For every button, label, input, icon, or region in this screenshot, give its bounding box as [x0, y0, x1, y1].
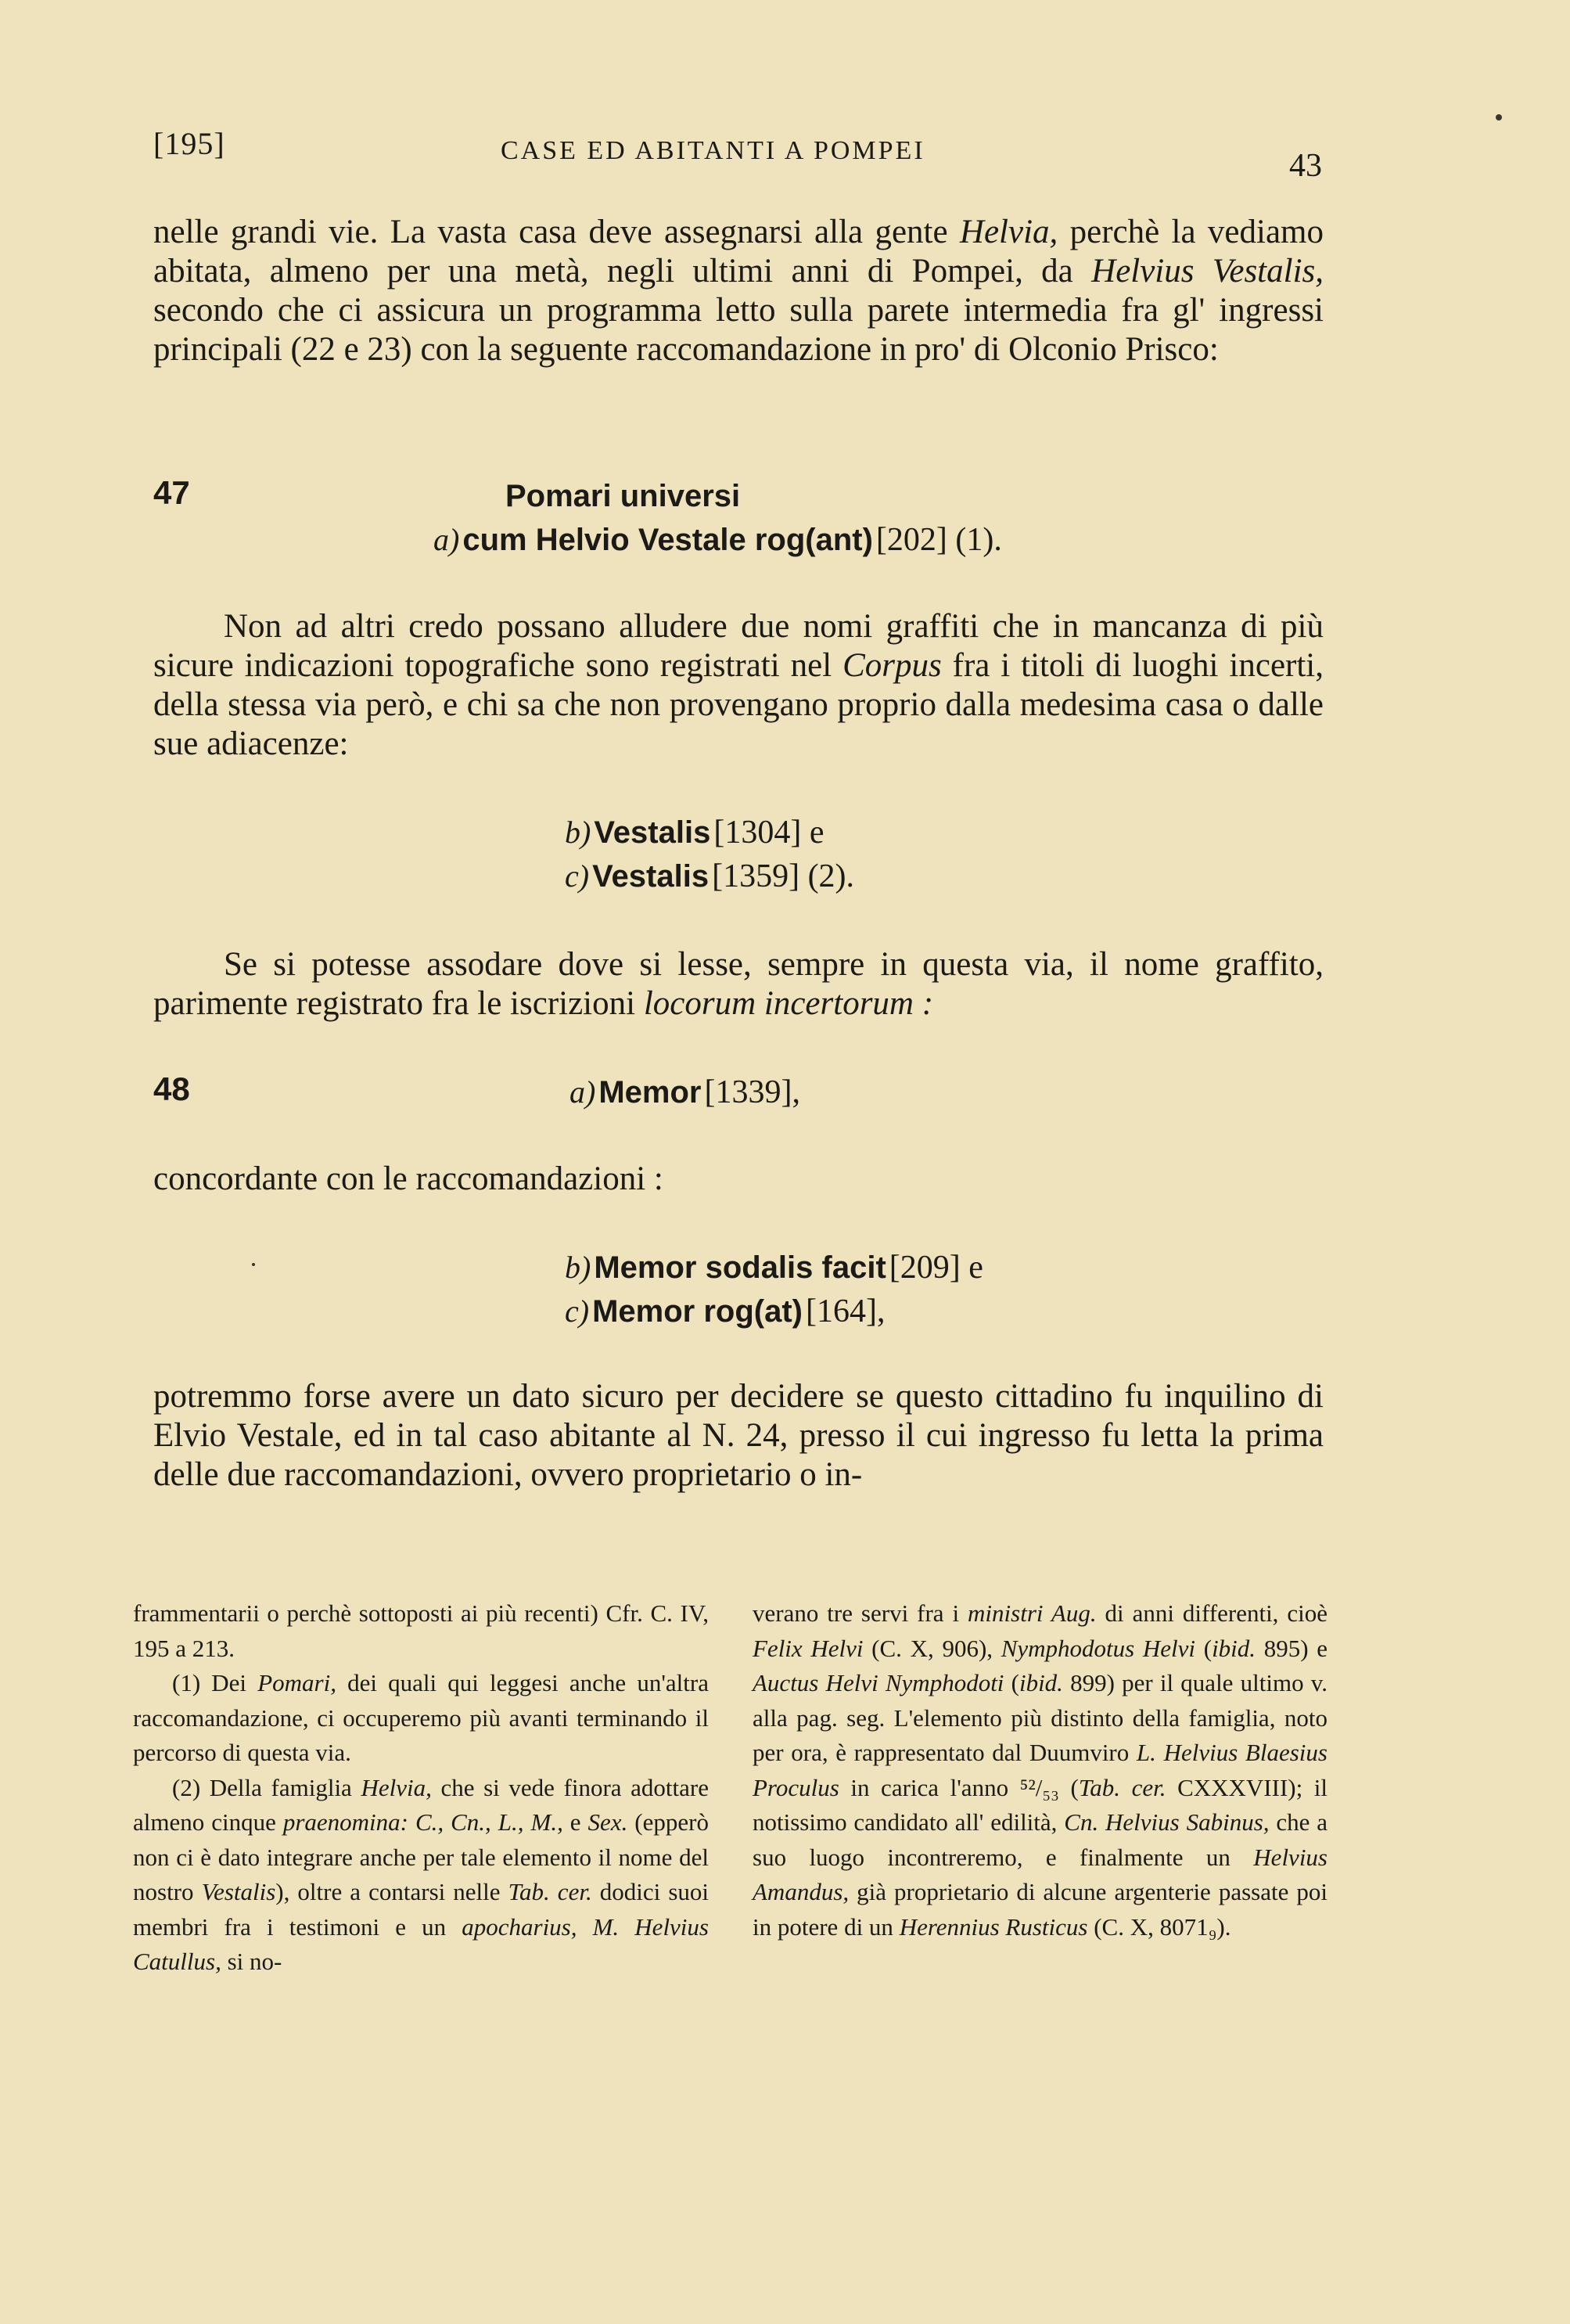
inscription-ref: [202] (1).	[875, 522, 1002, 558]
footnote-italic: Felix Helvi	[753, 1634, 864, 1662]
footnote-text: (	[1195, 1634, 1213, 1662]
item-letter: c)	[565, 858, 590, 894]
footnote-continuation: frammentarii o perchè sottoposti ai più recenti) Cfr. C. IV, 195 a 213.	[133, 1599, 709, 1662]
footnote-italic: Sex.	[587, 1808, 628, 1836]
footnote-text: verano tre servi fra i	[753, 1599, 968, 1627]
footnote-text: (2) Della famiglia	[172, 1773, 361, 1801]
paragraph-3	[153, 945, 1324, 1023]
inscription-ref: [1359] (2).	[712, 858, 855, 894]
item-letter: b)	[565, 1250, 591, 1285]
footnote-2	[133, 1771, 709, 1980]
inscription-memor-b	[565, 1249, 983, 1286]
page-number: 43	[1289, 148, 1322, 184]
footnote-text: già proprietario di alcune argenterie passate poi in potere di un	[753, 1878, 1327, 1941]
item-letter: c)	[565, 1293, 590, 1329]
item-letter: a)	[433, 522, 460, 557]
paragraph-2	[153, 607, 1324, 764]
para-text: fra i titoli di luoghi incerti, della stessa via però, e chi sa che non provengano proprio dalla medesima casa o dalle sue adiacenze:	[153, 647, 1324, 762]
para-text: nelle grandi vie. La vasta casa deve assegnarsi alla gente	[153, 214, 960, 250]
inscription-vestalis-b	[565, 814, 824, 851]
footnote-italic: ibid.	[1212, 1634, 1256, 1662]
footnote-text: ), oltre a contarsi nelle	[275, 1878, 508, 1905]
footnote-italic: Pomari,	[257, 1669, 336, 1696]
footnote-text: in carica l'anno ⁵²/₅₃ (	[839, 1773, 1079, 1801]
inscription-ref: [1304] e	[713, 815, 825, 851]
footnote-1	[133, 1666, 709, 1771]
footnote-text: (C. X, 8071₉).	[1087, 1912, 1231, 1941]
footnote-text: dodici suoi membri fra i testimoni e un	[133, 1878, 709, 1941]
footnote-italic: Tab. cer.	[1078, 1773, 1166, 1801]
inscription-text: Vestalis	[592, 859, 710, 894]
para-text: Se si potesse assodare dove si lesse, sempre in questa via, il nome graffito, parimente registrato fra le iscrizioni	[153, 946, 1324, 1022]
inscription-text: Memor rog(at)	[592, 1294, 803, 1329]
item-letter: a)	[569, 1074, 596, 1110]
footnote-text: 895) e	[1256, 1634, 1328, 1662]
para-italic: locorum incertorum :	[643, 985, 934, 1022]
inscription-text: Vestalis	[594, 815, 711, 850]
inscription-text: cum Helvio Vestale rog(ant)	[462, 523, 873, 557]
footnote-text: e	[562, 1808, 588, 1836]
footnote-text: che a suo luogo incontreremo, e finalmente un	[753, 1808, 1327, 1871]
item-letter: b)	[565, 815, 591, 850]
footnote-italic: Cn. Helvius Sabinus,	[1064, 1808, 1270, 1836]
footnote-italic: Herennius Rusticus	[899, 1912, 1088, 1941]
inscription-vestalis-c	[565, 858, 854, 895]
inscription-memor-c	[565, 1293, 885, 1330]
footnote-italic: L. Helvius Blaesius Proculus	[753, 1739, 1327, 1801]
para-text: perchè la vediamo abitata, almeno per una metà, negli ultimi anni di Pompei, da	[153, 214, 1324, 290]
footnote-italic: Tab. cer.	[508, 1878, 592, 1905]
footnote-italic: ibid.	[1019, 1669, 1063, 1696]
running-title: CASE ED ABITANTI A POMPEI	[501, 136, 925, 165]
footnote-text: (epperò non ci è dato integrare anche per tale elemento il nome del nostro	[133, 1808, 709, 1905]
inscription-ref: [209] e	[889, 1250, 983, 1286]
item-number-48: 48	[153, 1070, 190, 1107]
paragraph-4: concordante con le raccomandazioni :	[153, 1160, 663, 1197]
footnote-italic: apocharius, M. Helvius Catullus,	[133, 1912, 709, 1975]
paragraph-1	[153, 213, 1324, 369]
footnote-text: dei quali qui leggesi anche un'altra raccomandazione, ci occuperemo più avanti terminando il percorso di questa via.	[133, 1669, 709, 1766]
footnote-italic: praenomina: C., Cn., L., M.,	[282, 1808, 563, 1836]
footnote-italic: Vestalis	[201, 1878, 276, 1905]
para-italic: Helvius Vestalis,	[1091, 253, 1324, 290]
footnote-text: si no-	[221, 1948, 282, 1975]
inscription-text: Memor sodalis facit	[594, 1250, 886, 1285]
inscription-text: Memor	[598, 1075, 702, 1110]
footnote-text: che si vede finora adottare almeno cinque	[133, 1773, 709, 1836]
footnote-2-continued	[753, 1596, 1327, 1944]
header-bracket-number: [195]	[153, 126, 225, 161]
para-text: secondo che ci assicura un programma letto sulla parete intermedia fra gl' ingressi principali (22 e 23) con la seguente raccomandazione in pro' di Olconio Prisco:	[153, 292, 1324, 368]
footnote-text: (	[1004, 1669, 1019, 1696]
inscription-48-a	[569, 1074, 800, 1111]
speck	[252, 1263, 255, 1266]
footnote-text: CXXXVIII); il notissimo candidato all' edilità,	[753, 1773, 1328, 1836]
para-text: Non ad altri credo possano alludere due nomi graffiti che in mancanza di più sicure indicazioni topografiche sono registrati nel	[153, 608, 1324, 684]
paragraph-5: potremmo forse avere un dato sicuro per decidere se questo cittadino fu inquilino di Elvio Vestale, ed in tal caso abitante al N. 24, presso il cui ingresso fu letta la prima delle due raccomandazioni, ovvero proprietario o in-	[153, 1378, 1324, 1493]
footnote-italic: Helvius Amandus,	[753, 1843, 1327, 1905]
footnotes-right-column	[753, 1596, 1327, 1944]
footnote-text: (1) Dei	[172, 1669, 258, 1696]
inscription-47-line2	[433, 521, 1002, 559]
footnote-italic: Helvia,	[361, 1773, 432, 1801]
footnotes-left-column	[133, 1596, 709, 1980]
inscription-ref: [164],	[805, 1293, 886, 1329]
speck	[1496, 114, 1502, 121]
item-number-47: 47	[153, 474, 190, 511]
footnote-italic: Nymphodotus Helvi	[1001, 1634, 1196, 1662]
para-italic: Corpus	[842, 647, 942, 684]
para-italic: Helvia,	[959, 214, 1058, 250]
footnote-italic: ministri Aug.	[968, 1599, 1097, 1627]
footnote-text: 899) per il quale ultimo v. alla pag. seg. L'elemento più distinto della famiglia, noto per ora, è rappresentato dal Duumviro	[753, 1669, 1328, 1766]
footnote-text: (C. X, 906),	[863, 1634, 1001, 1662]
inscription-ref: [1339],	[704, 1074, 800, 1110]
inscription-47-line1: Pomari universi	[505, 479, 741, 513]
footnote-italic: Auctus Helvi Nymphodoti	[753, 1669, 1004, 1696]
footnote-text: di anni differenti, cioè	[1096, 1599, 1328, 1627]
